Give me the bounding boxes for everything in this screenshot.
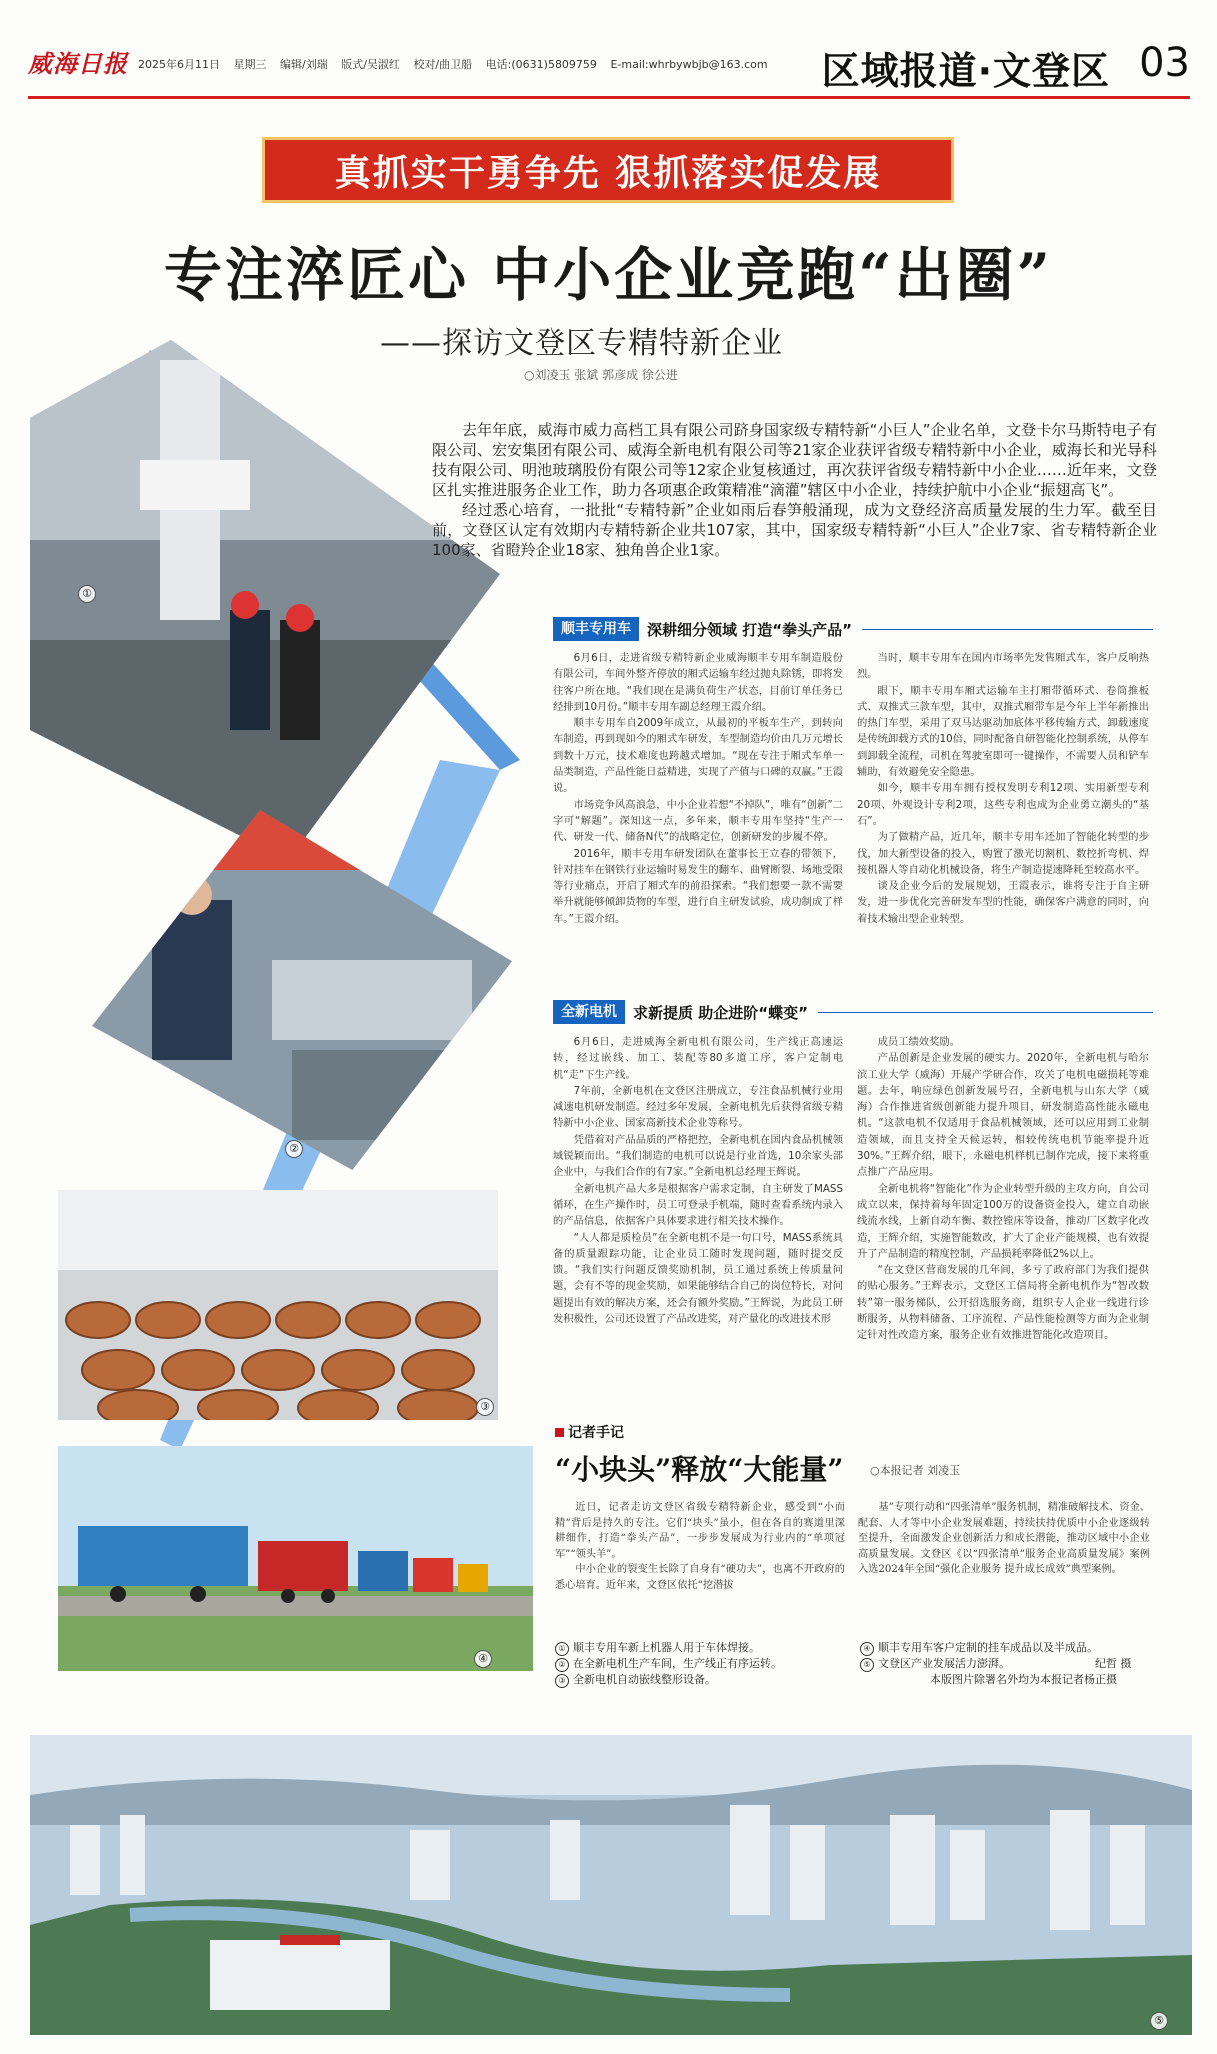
photo-number-1: ①: [78, 585, 96, 603]
caption-number: ①: [555, 1642, 569, 1656]
paragraph: 如今，顺丰专用车拥有授权发明专利12项、实用新型专利20项、外观设计专利2项，这些专利也成为企业勇立潮头的“基石”。: [857, 782, 1149, 827]
red-square-icon: [555, 1428, 564, 1437]
paragraph: 全新电机将“智能化”作为企业转型升级的主攻方向，自公司成立以来，保持着每年固定100万的设备资金投入，建立自动嵌线流水线，上新自动车衡、数控镗床等设备，推动厂区数字化改造，王辉介绍，实施智能数改，扩大了企业产能规模，也有效提升了产品制造的精度控制，产品损耗率降低2%以上。: [857, 1182, 1149, 1260]
phone: 电话:(0631)5809759: [485, 58, 597, 71]
section-title: 区域报道·文登区: [821, 49, 1110, 93]
caption-text: 在全新电机生产车间，生产线正有序运转。: [573, 1657, 782, 1670]
paragraph: 市场竞争风高浪急，中小企业若想“不掉队”，唯有“创新”二字可“解题”。深知这一点，多年来，顺丰专用车坚持“生产一代、研发一代、储备N代”的战略定位，创新研发的步履不停。: [553, 798, 843, 844]
caption-number: ③: [555, 1674, 569, 1688]
byline: ○刘凌玉 张斌 郭彦成 徐公进: [524, 368, 678, 382]
divider: [818, 1012, 1153, 1013]
lead-paragraph: 经过悉心培育，一批批“专精特新”企业如雨后春笋般涌现，成为文登经济高质量发展的生力军。截至目前，文登区认定有效期内专精特新企业共107家，其中，国家级专精特新“小巨人”企业7家、省专精特新企业100家、省瞪羚企业18家、独角兽企业1家。: [432, 501, 1157, 559]
issue-weekday: 星期三: [233, 58, 267, 71]
caption-photo-note: 本版图片除署名外均为本报记者杨正摄: [930, 1673, 1117, 1686]
section1-column-2: [857, 650, 1149, 990]
section1-header: [553, 617, 1153, 641]
paragraph: 成员工绩效奖励。: [877, 1036, 960, 1048]
proofreader: 校对/曲卫船: [413, 58, 473, 71]
caption-number: ⑤: [860, 1658, 874, 1672]
slogan-banner: 真抓实干勇争先 狠抓落实促发展: [262, 137, 954, 203]
paragraph: 顺丰专用车自2009年成立，从最初的平板车生产，到转向车制造，再到现如今的厢式车研发，车型制造均价由几万元增长到数十万元，技术难度也跨越式增加。“现在专注于厢式车单一品类制造，产品性能日益精进，实现了产值与口碑的双赢。”王霞说。: [553, 717, 843, 795]
editor: 编辑/刘瑞: [280, 58, 328, 71]
photo-number-4: ④: [474, 1650, 492, 1668]
section1-tag: 顺丰专用车: [553, 617, 639, 641]
paragraph: 当时，顺丰专用车在国内市场率先发售厢式车，客户反响热烈。: [857, 652, 1149, 681]
paragraph: 近日，记者走访文登区省级专精特新企业，感受到“小而精”背后是持久的专注。它们“块头”虽小，但在各自的赛道里深耕细作，打造“拳头产品”，一步步发展成为行业内的“单项冠军”“领头羊”。: [555, 1502, 845, 1560]
photo-number-2: ②: [285, 1140, 303, 1158]
caption-text: 顺丰专用车新上机器人用于车体焊接。: [573, 1641, 760, 1654]
paragraph: 产品创新是企业发展的硬实力。2020年，全新电机与哈尔滨工业大学（威海）开展产学研合作，攻关了电机电磁损耗等难题。去年，响应绿色创新发展号召，全新电机与山东大学（威海）合作推进省级创新能力提升项目，研发制造高性能永磁电机。“这款电机不仅适用于食品机械领域，还可以应用到工业制造领域，而且支持全天候运转，相较传统电机节能率提升近30%。”王辉介绍，眼下，永磁电机样机已制作完成，接下来将重点推广产品应用。: [857, 1052, 1149, 1179]
photo-number-3: ③: [476, 1398, 494, 1416]
caption-2: [555, 1656, 782, 1672]
caption-number: ④: [860, 1642, 874, 1656]
notes-label-text: 记者手记: [568, 1425, 624, 1441]
section2-title: 求新提质 助企进阶“蝶变”: [633, 1003, 808, 1022]
paragraph: 6月6日，走进省级专精特新企业威海顺丰专用车制造股份有限公司，车间外整齐停放的厢式运输车经过抛丸除锈，即将发往客户所在地。“我们现在是满负荷生产状态，目前订单任务已经排到10月份。”顺丰专用车副总经理王霞介绍。: [553, 652, 843, 713]
newspaper-logo: 威海日报: [28, 49, 128, 78]
notes-byline: ○本报记者 刘凌玉: [870, 1464, 961, 1477]
notes-label: [555, 1422, 624, 1442]
paragraph: 眼下，顺丰专用车厢式运输车主打厢带循环式、卷筒推板式、双推式三款车型，其中，双推式厢带车是今年上半年新推出的热门车型，采用了双马达驱动加底体平移传输方式，卸载速度是传统卸载方式的10倍，同时配备自研智能化控制系统，从停车到卸载全流程，司机在驾驶室即可一键操作，不需要人员和铲车辅助，有效避免安全隐患。: [857, 684, 1149, 779]
photo-number-5: ⑤: [1150, 2012, 1168, 2030]
divider: [862, 629, 1153, 630]
subheadline: ——探访文登区专精特新企业: [380, 326, 783, 361]
paragraph: 凭借着对产品品质的严格把控，全新电机在国内食品机械领域锐颖而出。“我们制造的电机可以说是行业首选，10余家头部企业中，与我们合作的有7家。”全新电机总经理王辉说。: [553, 1133, 843, 1179]
masthead: [28, 40, 1190, 99]
section2-header: [553, 1000, 1153, 1024]
section2-column-2: [857, 1034, 1149, 1404]
paragraph: 6月6日，走进威海全新电机有限公司，生产线正高速运转，经过嵌线、加工、装配等80多道工序，客户定制电机“走”下生产线。: [553, 1036, 843, 1081]
notes-column-1: [555, 1500, 845, 1624]
photo-coil-equipment: [58, 1190, 498, 1420]
caption-number: ②: [555, 1658, 569, 1672]
caption-text: 顺丰专用车客户定制的挂车成品以及半成品。: [878, 1641, 1098, 1654]
photo-trucks: [58, 1446, 533, 1671]
section2-tag: 全新电机: [553, 1000, 625, 1024]
caption-1: [555, 1640, 760, 1656]
section1-column-1: [553, 650, 843, 990]
paragraph: 基”专项行动和“四张清单”服务机制，精准破解技术、资金、配套、人才等中小企业发展难题，持续扶持优质中小企业逐级转至提升，全面激发企业创新活力和成长潜能，推动区域中小企业高质量发展。文登区《以“四张清单”服务企业高质量发展》案例入选2024年全国“强化企业服务 提升成长成效”典型案例。: [858, 1502, 1150, 1575]
paragraph: 7年前，全新电机在文登区注册成立，专注食品机械行业用减速电机研发制造。经过多年发展，全新电机先后获得省级专精特新中小企业、国家高新技术企业等称号。: [553, 1084, 843, 1130]
caption-4: [860, 1640, 1098, 1656]
paragraph: “人人都是质检员”在全新电机不是一句口号，MASS系统具备的质量跟踪功能，让企业员工随时发现问题，随时提交反馈。“我们实行问题反馈奖励机制，员工通过系统上传质量问题，会有不等的现金奖励，如果能够结合自己的岗位特长，对问题提出有效的解决方案，还会有额外奖励。”王辉说，为此员工研发积极性，公司还设置了产品改进奖，对产量化的改进技术形: [553, 1231, 843, 1326]
lead-paragraph: 去年年底，威海市威力高档工具有限公司跻身国家级专精特新“小巨人”企业名单，文登卡尔马斯特电子有限公司、宏安集团有限公司、威海全新电机有限公司等21家企业获评省级专精特新中小企业，威海长和光导科技有限公司、明池玻璃股份有限公司等12家企业复核通过，再次获评省级专精特新中小企业……近年来，文登区扎实推进服务企业工作，助力各项惠企政策精准“滴灌”辖区中小企业，持续护航中小企业“振翅高飞”。: [432, 421, 1157, 499]
lead-text: [432, 420, 1157, 560]
notes-title: “小块头”释放“大能量”: [555, 1453, 844, 1486]
email: E-mail:whrbywbjb@163.com: [610, 58, 768, 71]
section2-column-1: [553, 1034, 843, 1404]
layout-editor: 版式/吴淑红: [341, 58, 400, 71]
paragraph: 中小企业的裂变生长除了自身有“硬功夫”，也离不开政府的悉心培育。近年来，文登区依托“挖潜拔: [555, 1564, 845, 1591]
photo-city-panorama: [30, 1735, 1192, 2035]
paragraph: “在文登区营商发展的几年间，多亏了政府部门为我们提供的贴心服务。”王辉表示，文登区工信局将全新电机作为“智改数转”第一服务梯队，公开招选服务商，组织专人企业一线进行诊断服务，从物料储备、工序流程、产品性能检测等方面为企业制定针对性改造方案，服务企业有效推进智能化改造项目。: [857, 1264, 1149, 1342]
notes-column-2: [858, 1500, 1150, 1624]
paragraph: 全新电机产品大多是根据客户需求定制，自主研发了MASS循环，在生产操作时，员工可登录手机端，随时查看系统内录入的产品信息，依据客户具体要求进行相关技术操作。: [553, 1182, 843, 1228]
paragraph: 谈及企业今后的发展规划，王霞表示，谁将专注于自主研发，进一步优化完善研发车型的性能，确保客户满意的同时，向着技术输出型企业转型。: [857, 880, 1149, 925]
paragraph: 为了做精产品，近几年，顺丰专用车还加了智能化转型的步伐，加大新型设备的投入，购置了激光切割机、数控折弯机、焊接机器人等自动化机械设备，将生产制造提速降耗至较高水平。: [857, 831, 1149, 876]
masthead-info: [138, 56, 778, 72]
caption-5: [860, 1656, 1010, 1672]
section1-title: 深耕细分领域 打造“拳头产品”: [647, 620, 852, 639]
page-number: 03: [1139, 40, 1190, 86]
caption-credit: 纪哲 摄: [1095, 1657, 1132, 1670]
headline: 专注淬匠心 中小企业竞跑“出圈”: [164, 241, 1053, 309]
caption-3: [555, 1672, 716, 1688]
caption-text: 文登区产业发展活力澎湃。: [878, 1657, 1010, 1670]
paragraph: 2016年，顺丰专用车研发团队在董事长王立春的带领下，针对挂车在钢铁行业运输时易发生的翻车、曲臂断裂、场地受限等行业痛点，开启了厢式车的前沿探索。“我们想要一款不需要举升就能够倾卸货物的车型，进行自主研发试验，成功制成了样车。”王霞介绍。: [553, 847, 843, 925]
caption-text: 全新电机自动嵌线整形设备。: [573, 1673, 716, 1686]
issue-date: 2025年6月11日: [138, 58, 220, 71]
